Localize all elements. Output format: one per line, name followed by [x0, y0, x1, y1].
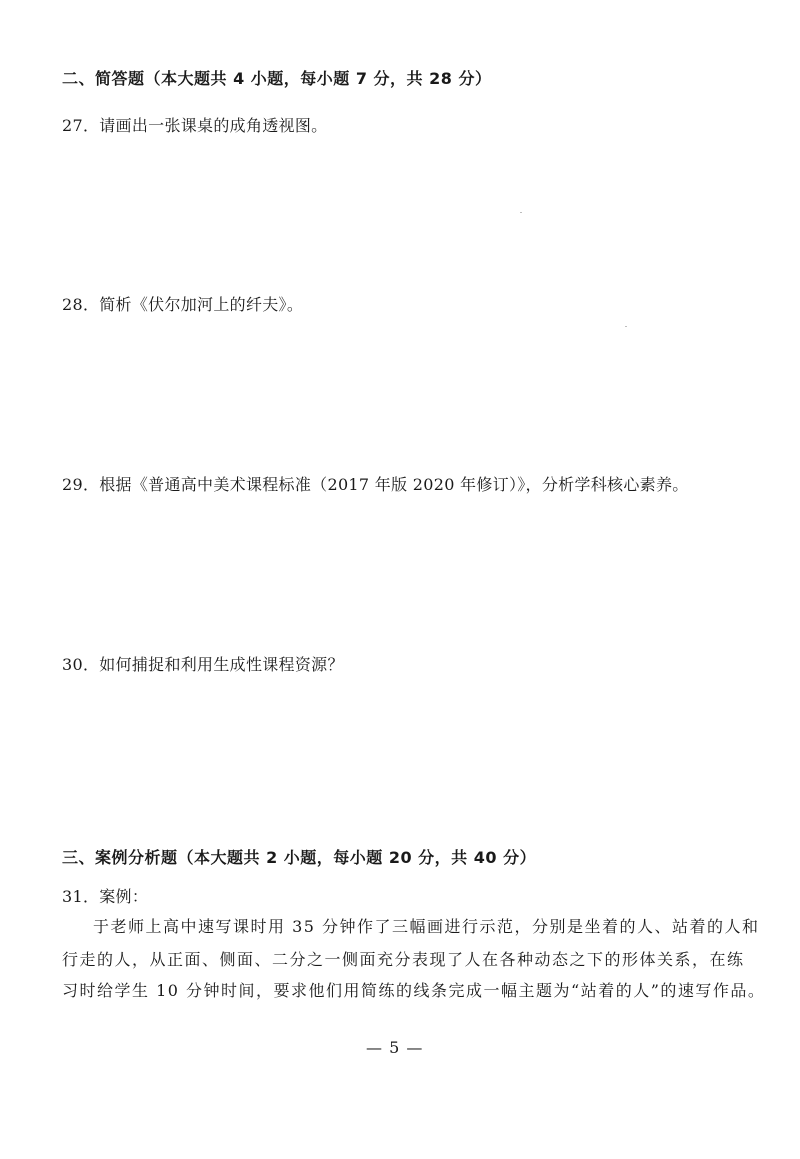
scan-speck	[520, 212, 522, 213]
scan-speck	[625, 326, 627, 327]
question-29: 29．根据《普通高中美术课程标准（2017 年版 2020 年修订）》，分析学科核心素养。	[62, 475, 689, 494]
case-text-line-3: 习时给学生 10 分钟时间，要求他们用简练的线条完成一幅主题为“站着的人”的速写作品。	[62, 981, 766, 1000]
question-28: 28．简析《伏尔加河上的纤夫》。	[62, 295, 304, 314]
page-number: — 5 —	[366, 1038, 424, 1057]
question-30: 30．如何捕捉和利用生成性课程资源？	[62, 655, 344, 674]
case-text-line-1: 于老师上高中速写课时用 35 分钟作了三幅画进行示范，分别是坐着的人、站着的人和	[93, 917, 760, 936]
question-27: 27．请画出一张课桌的成角透视图。	[62, 116, 328, 135]
section-heading-case-analysis: 三、案例分析题（本大题共 2 小题，每小题 20 分，共 40 分）	[62, 848, 537, 867]
question-31-label: 31．案例：	[62, 887, 149, 906]
section-heading-short-answer: 二、简答题（本大题共 4 小题，每小题 7 分，共 28 分）	[62, 69, 492, 88]
case-text-line-2: 行走的人，从正面、侧面、二分之一侧面充分表现了人在各种动态之下的形体关系，在练	[62, 950, 745, 969]
